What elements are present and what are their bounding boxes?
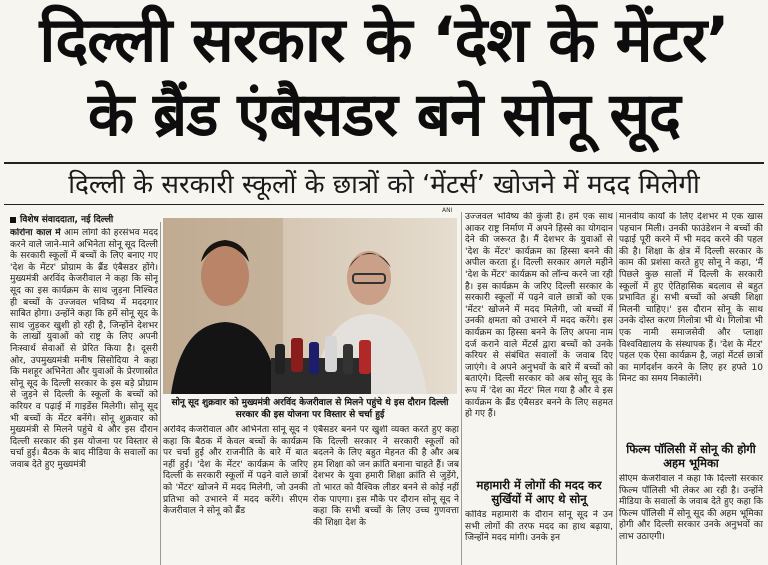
subheadline: दिल्ली के सरकारी स्कूलों के छात्रों को ‘मेंटर्स’ खोजने में मदद मिलेगी (68, 170, 700, 200)
article-column-5 (619, 212, 763, 437)
column-5-after-text: सीएम केजरीवाल ने कहा कि दिल्ली सरकार फिल्म पॉलिसी भी लेकर आ रही है। उन्होंने मीडिया के सवालों के जवाब देते हुए कहा कि फिल्म पॉलिसी में सोनू सूद की अहम भूमिका होगी और दिल्ली सरकार उनके अनुभवों का लाभ उठाएगी। (619, 474, 763, 542)
article-column-3 (313, 425, 459, 565)
column-divider-2 (461, 212, 462, 565)
column-divider-1 (160, 222, 161, 565)
article-column-4 (465, 212, 613, 472)
photo-caption: सोनू सूद शुक्रवार को मुख्यमंत्री अरविंद केजरीवाल से मिलने पहुंचे थे इस दौरान दिल्ली सरकार की इस योजना पर विस्तार से चर्चा हुई (171, 398, 449, 420)
column-5-text: मानवीय कार्यों के लिए देशभर में एक खास पहचान मिली। उनकी फाउंडेशन ने बच्चों की पढ़ाई पूरी करने में भी मदद करने की पहल की है। शिक्षा के क्षेत्र में दिल्ली सरकार के काम की प्रशंसा करते हुए सोनू ने कहा, 'मैं पिछले कुछ सालों में दिल्ली के सरकारी स्कूलों में हुए ऐतिहासिक बदलाव से बहुत प्रभावित हूं। सभी बच्चों को अच्छी शिक्षा मिलनी चाहिए।' इस दौरान सोनू के साथ उनके दोस्त करण गिलोत्रा भी थे। गिलोत्रा भी एक नामी समाजसेवी और प्लाक्षा विश्वविद्यालय के संस्थापक हैं। 'देश के मेंटर' पहल एक ऐसा कार्यक्रम है, जहां मेंटर्स छात्रों का मार्गदर्शन करने के लिए हर हफ्ते 10 मिनट का समय निकालेंगे। (619, 212, 763, 385)
column-divider-3 (616, 212, 617, 565)
divider-top (4, 162, 764, 164)
news-photo (163, 218, 457, 394)
article-column-5-continued (619, 474, 763, 565)
article-column-1 (10, 228, 158, 565)
divider-sub (4, 204, 764, 205)
byline (10, 212, 113, 225)
column-3-text: एंबैसडर बनने पर खुशी व्यक्त करते हुए कहा कि दिल्ली सरकार ने सरकारी स्कूलों को बदलने के लिए बहुत मेहनत की है और अब हम शिक्षा को जन क्रांति बनाना चाहते हैं। जब देशभर के युवा हमारी शिक्षा क्रांति से जुड़ेंगे, तो भारत को वैश्विक लीडर बनने से कोई नहीं रोक पाएगा। इस मौके पर दौरान सोनू सूद ने कहा कि सभी बच्चों के लिए उच्च गुणवत्ता की शिक्षा देश के (313, 425, 459, 528)
subhead-pandemic-help: महामारी में लोगों की मदद कर सुर्खियों में आए थे सोनू (476, 478, 602, 506)
subhead-film-policy: फिल्म पॉलिसी में सोनू की होगी अहम भूमिका (626, 442, 756, 470)
column-2-text: अरविंद केजरीवाल और अभिनेता सोनू सूद ने कहा कि बैठक में केवल बच्चों के कार्यक्रम पर चर्चा हुई और राजनीति के बारे में बात नहीं हुई। 'देश के मेंटर' कार्यक्रम के जरिए दिल्ली के सरकारी स्कूलों में पढ़ने वाले छात्रों को 'मेंटर' खोजने में मदद मिलेगी, जो उनकी प्रतिभा को उभारने में मदद करेंगे। सीएम केजरीवाल ने सोनू को ब्रैंड (163, 425, 308, 517)
photo-credit: ANI (442, 207, 453, 214)
column-1-text: आम लोगों की हरसंभव मदद करने वाले जाने-माने अभिनेता सोनू सूद दिल्ली के सरकारी स्कूलों में बच्चों के लिए बनाए गए 'देश के मेंटर' प्रोग्राम के ब्रैंड एंबैसडर होंगे। मुख्यमंत्री अरविंद केजरीवाल ने कहा कि सोनू सूद का इस कार्यक्रम के साथ जुड़ना निश्चित ही बच्चों के उज्जवल भविष्य में मददगार साबित होगा। उन्होंने कहा कि हमें सोनू सूद के साथ जुड़कर खुशी हो रही है, जिन्होंने देशभर के लाखों युवाओं को राष्ट्र के लिए अपनी निःस्वार्थ सेवाओं से प्रेरित किया है। दूसरी ओर, उपमुख्यमंत्री मनीष सिसोदिया ने कहा कि मशहूर अभिनेता और युवाओं के प्रेरणास्रोत सोनू सूद के दिल्ली सरकार के इस बड़े प्रोग्राम से जुड़ने से दिल्ली के स्कूलों के बच्चों को करियर व पढ़ाई में गाइडेंस मिलेगी। सोनू सूद भी बच्चों के मेंटर बनेंगे। सोनू शुक्रवार को मुख्यमंत्री से मिलने पहुंचे थे और इस दौरान दिल्ली सरकार की इस योजना पर विस्तार से चर्चा हुई। बैठक के बाद मीडिया के सवालों का जवाब देते हुए मुख्यमंत्री (10, 228, 158, 470)
headline-line-1: दिल्ली सरकार के ‘देश के मेंटर’ (39, 3, 729, 76)
headline-line-2: के ब्रैंड एंबैसडर बने सोनू सूद (88, 80, 680, 150)
photo-illustration (163, 218, 457, 394)
column-4-after-text: कोविड महामारी के दौरान सोनू सूद ने उन सभी लोगों की तरफ मदद का हाथ बढ़ाया, जिन्होंने मदद मांगी। उनके इन (465, 510, 613, 544)
article-column-4-continued (465, 510, 613, 565)
byline-text: विशेष संवाददाता, नई दिल्ली (20, 215, 114, 225)
lead-phrase: कोरोना काल में (10, 228, 61, 238)
byline-square-icon (10, 217, 16, 223)
column-4-text: उज्जवल भविष्य की कुंजी है। हमें एक साथ आकर राष्ट्र निर्माण में अपने हिस्से का योगदान देने की जरूरत है। मैं देशभर के युवाओं से 'देश के मेंटर' कार्यक्रम का हिस्सा बनने की अपील करता हूं। दिल्ली सरकार अगले महीने 'देश के मेंटर' कार्यक्रम को लॉन्च करने जा रही है। इस कार्यक्रम के जरिए दिल्ली सरकार के सरकारी स्कूलों में पढ़ने वाले छात्रों को एक 'मेंटर' खोजने में मदद मिलेगी, जो बच्चों में उनकी क्षमता को उभारने में मदद करेंगे। इस कार्यक्रम का हिस्सा बनने के लिए अपना नाम दर्ज कराने वाले मेंटर्स द्वारा बच्चों को उनके करियर से संबंधित सवालों के जवाब दिए जाएंगे। वे अपने अनुभवों के बारे में बच्चों को बताएंगे। दिल्ली सरकार को अब सोनू सूद के रूप में 'देश का मेंटर' मिल गया है और वे इस कार्यक्रम के ब्रैंड एंबैसडर बनने के लिए सहमत हो गए हैं। (465, 212, 613, 420)
article-column-2 (163, 425, 308, 565)
